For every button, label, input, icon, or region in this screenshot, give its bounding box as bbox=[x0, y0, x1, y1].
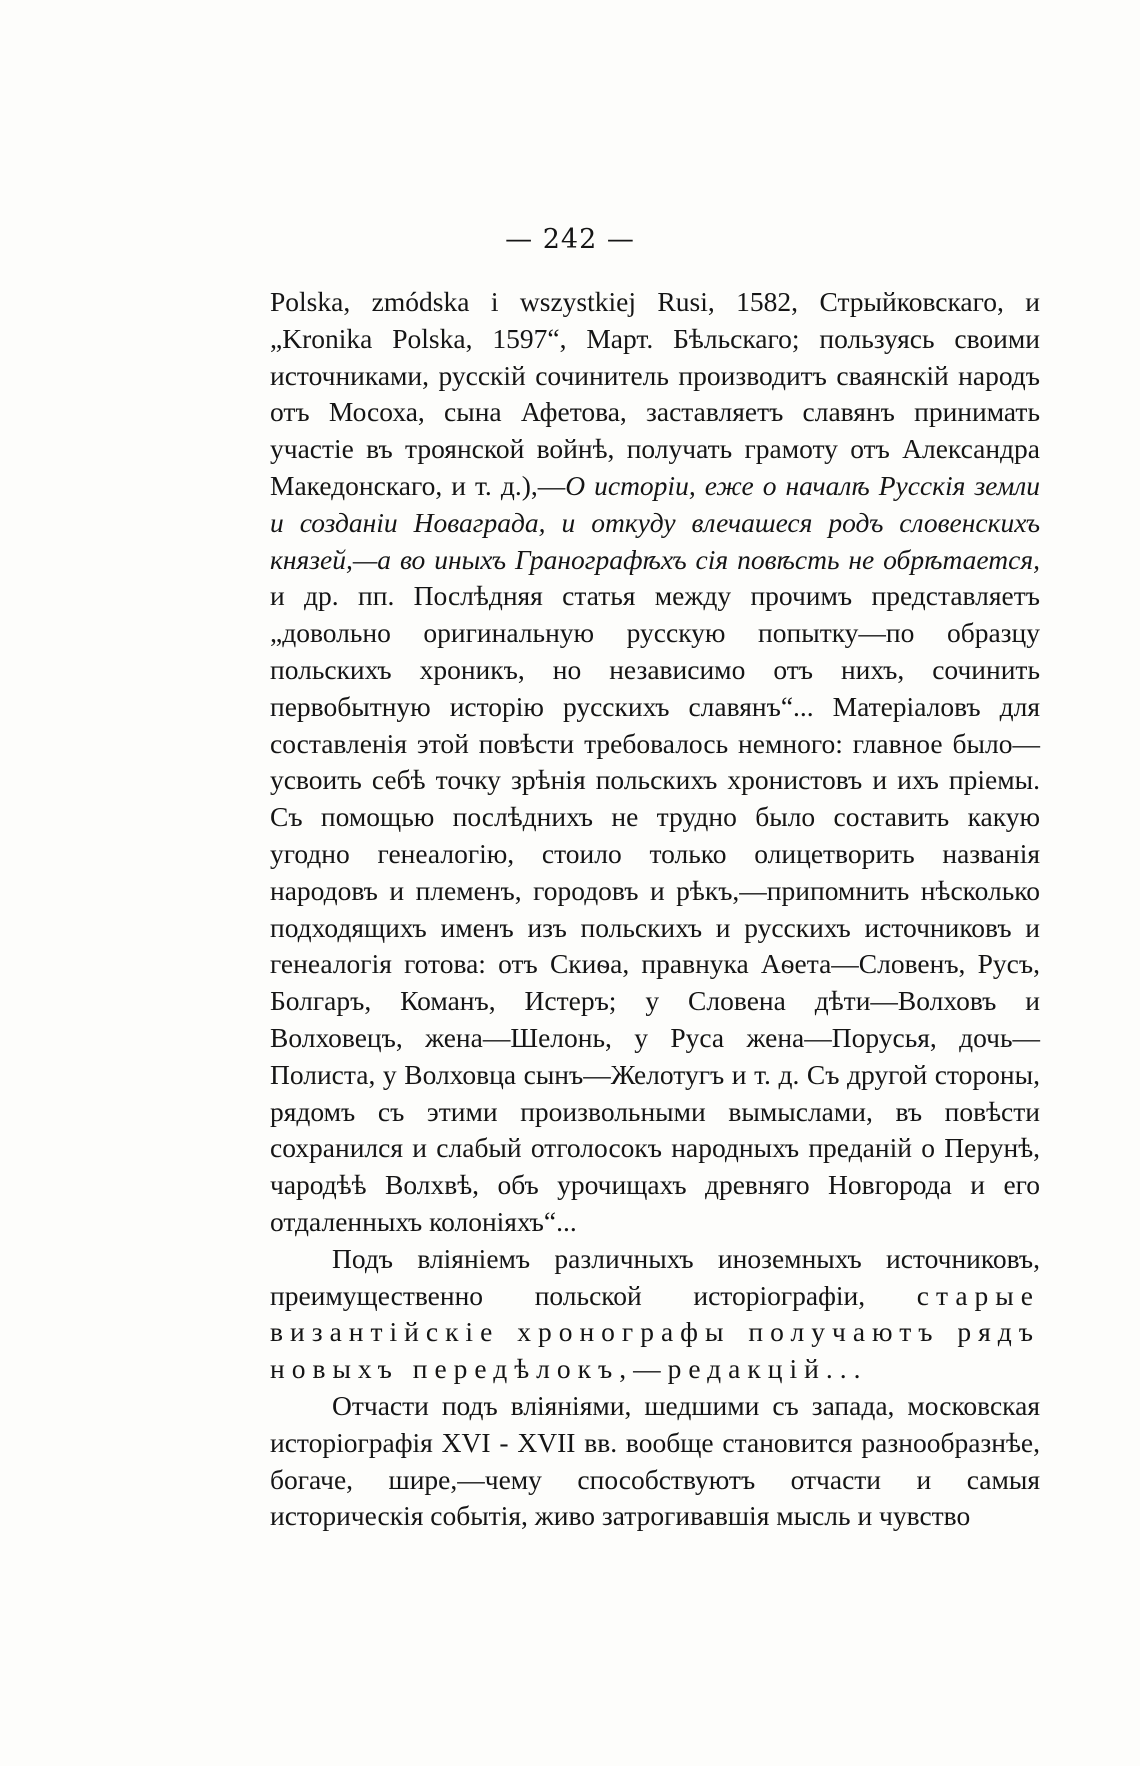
text-segment: Подъ вліяніемъ различныхъ иноземныхъ источниковъ, преимущественно польской исторіографіи, bbox=[270, 1242, 1040, 1311]
italic-title-segment: О исторіи, еже о началѣ Русскія земли и созданіи Новаграда, и откуду влечашеся родъ словенскихъ князей,—а во иныхъ Гранографѣхъ сія повѣсть не обрѣтается, bbox=[270, 469, 1040, 575]
paragraph-3 bbox=[270, 1388, 1040, 1535]
emphasized-spaced-segment: старые византійскіе хронографы получаютъ рядъ новыхъ передѣлокъ,—редакцій... bbox=[270, 1279, 1040, 1385]
page-number: — 242 — bbox=[505, 224, 635, 255]
body-text bbox=[270, 284, 1040, 1535]
paragraph-2 bbox=[270, 1241, 1040, 1388]
text-segment: и др. пп. Послѣдняя статья между прочимъ представляетъ „довольно оригинальную русскую попытку—по образцу польскихъ хроникъ, но независимо отъ нихъ, сочинить первобытную исторію русскихъ славянъ“... Матеріаловъ для составленія этой повѣсти требовалось немного: главное было—усвоить себѣ точку зрѣнія польскихъ хронистовъ и ихъ пріемы. Съ помощью послѣднихъ не трудно было составить какую угодно генеалогію, стоило только олицетворить названія народовъ и племенъ, городовъ и рѣкъ,—припомнить нѣсколько подходящихъ именъ изъ польскихъ и русскихъ источниковъ и генеалогія готова: отъ Скиѳа, правнука Аѳета—Словенъ, Русъ, Болгаръ, Команъ, Истеръ; у Словена дѣти—Волховъ и Волховецъ, жена—Шелонь, у Руса жена—Порусья, дочь—Полиста, у Волховца сынъ—Желотугъ и т. д. Съ другой стороны, рядомъ съ этими произвольными вымыслами, въ повѣсти сохранился и слабый отголосокъ народныхъ преданій о Перунѣ, чародѣѣ Волхвѣ, объ урочищахъ древняго Новгорода и его отдаленныхъ колоніяхъ“... bbox=[270, 580, 1040, 1237]
text-segment: Отчасти подъ вліяніями, шедшими съ запада, московская исторіографія XVI - XVII вв. вообще становится разнообразнѣе, богаче, шире,—чему способствуютъ отчасти и самыя историческія событія, живо затрогивавшія мысль и чувство bbox=[270, 1389, 1040, 1532]
paragraph-1 bbox=[270, 284, 1040, 1241]
text-segment: Polska, zmódska i wszystkiej Rusi, 1582, Стрыйковскаго, и „Kronika Polska, 1597“, Март. Бѣльскаго; пользуясь своими источниками, русскій сочинитель производитъ сваянскій народъ отъ Мосоха, сына Афетова, заставляетъ славянъ принимать участіе въ троянской войнѣ, получать грамоту отъ Александра Македонскаго, и т. д.),— bbox=[270, 286, 1040, 501]
